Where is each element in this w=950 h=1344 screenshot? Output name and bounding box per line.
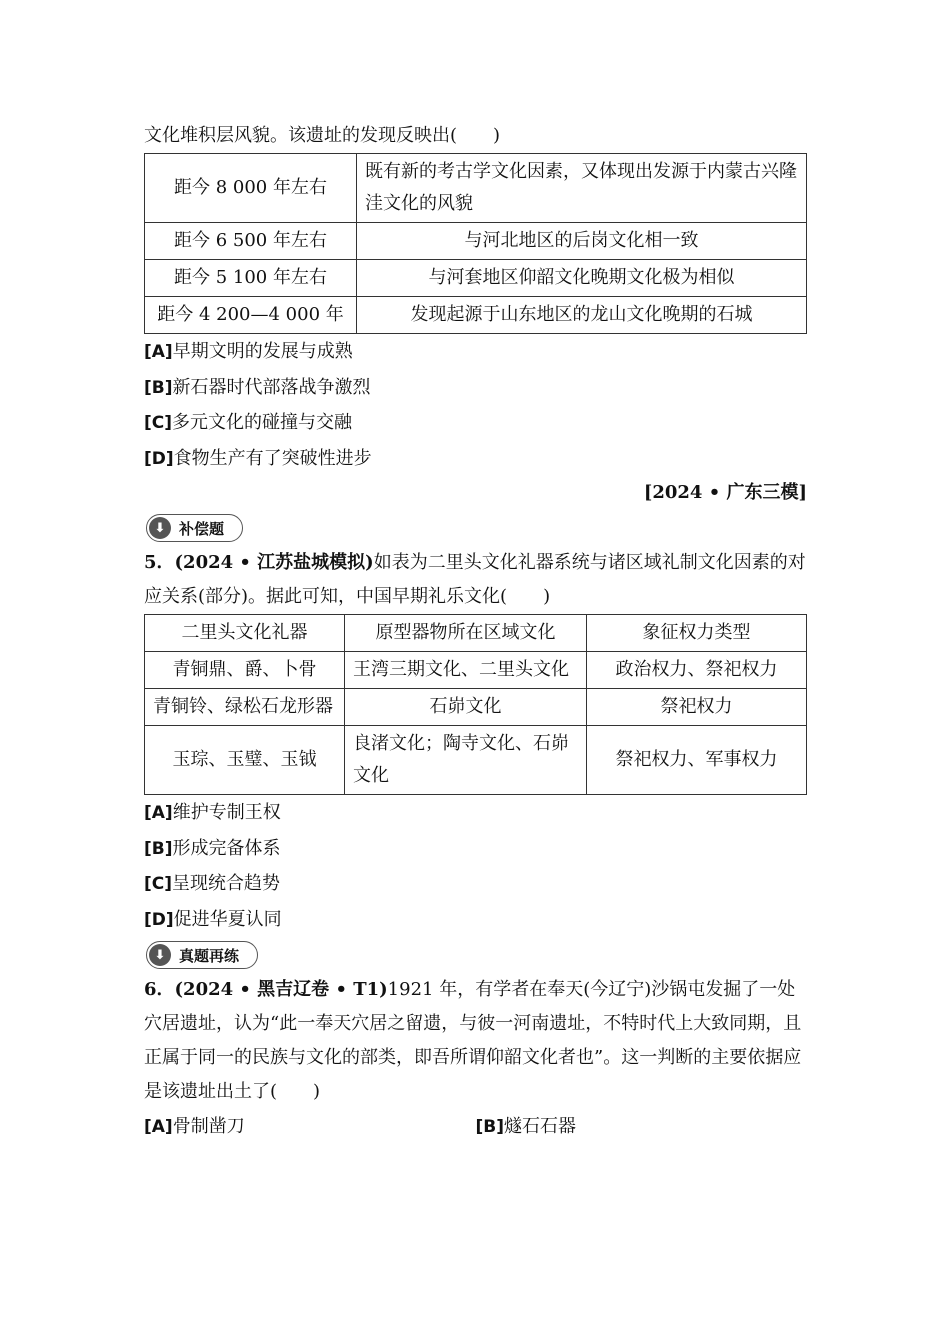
- option-text: 促进华夏认同: [173, 908, 282, 930]
- q6-option-a[interactable]: [144, 1109, 476, 1145]
- option-text: 新石器时代部落战争激烈: [172, 376, 371, 398]
- q5-option-b[interactable]: [144, 831, 807, 867]
- table-row: [145, 223, 807, 260]
- q4-desc: 与河套地区仰韶文化晚期文化极为相似: [357, 260, 807, 297]
- q5-cell: 祭祀权力: [587, 689, 807, 726]
- q4-option-d[interactable]: [144, 441, 807, 477]
- option-text: 燧石石器: [504, 1116, 576, 1137]
- q4-option-a[interactable]: [144, 334, 807, 370]
- q6-options-row: [144, 1109, 807, 1145]
- option-label: [C]: [144, 413, 173, 433]
- option-text: 食物生产有了突破性进步: [173, 447, 372, 469]
- option-label: [A]: [144, 342, 173, 362]
- q4-desc: 发现起源于山东地区的龙山文化晚期的石城: [357, 297, 807, 334]
- q6-stem: [144, 973, 807, 1109]
- q4-option-b[interactable]: [144, 370, 807, 406]
- q5-cell: 玉琮、玉璧、玉钺: [145, 726, 345, 795]
- option-label: [A]: [144, 803, 173, 823]
- table-row: [145, 726, 807, 795]
- option-label: [A]: [144, 1117, 173, 1137]
- q4-desc: 与河北地区的后岗文化相一致: [357, 223, 807, 260]
- option-text: 骨制凿刀: [172, 1116, 245, 1137]
- section-header-supplement: [146, 514, 243, 542]
- q4-period: 距今 5 100 年左右: [145, 260, 357, 297]
- table-row: [145, 297, 807, 334]
- q5-source: (2024 • 江苏盐城模拟): [174, 552, 374, 573]
- table-header-row: [145, 615, 807, 652]
- q5-cell: 王湾三期文化、二里头文化: [345, 652, 587, 689]
- option-label: [D]: [144, 909, 174, 930]
- q5-number: 5．: [144, 552, 175, 573]
- option-label: [B]: [144, 377, 173, 398]
- q5-header: 象征权力类型: [587, 615, 807, 652]
- q5-stem: [144, 546, 807, 614]
- option-text: 形成完备体系: [172, 837, 281, 859]
- q5-header: 原型器物所在区域文化: [345, 615, 587, 652]
- q5-cell: 政治权力、祭祀权力: [587, 652, 807, 689]
- table-row: [145, 689, 807, 726]
- q4-source: [2024 • 广东三模]: [643, 482, 807, 503]
- option-label: [C]: [144, 874, 173, 894]
- down-arrow-icon: ⬇: [149, 944, 171, 966]
- q4-period: 距今 6 500 年左右: [145, 223, 357, 260]
- section-title: 真题再练: [179, 946, 240, 965]
- q5-header: 二里头文化礼器: [145, 615, 345, 652]
- q5-table: [144, 614, 807, 795]
- q5-cell: 石峁文化: [345, 689, 587, 726]
- q4-table: [144, 153, 807, 334]
- table-row: [145, 652, 807, 689]
- down-arrow-icon: ⬇: [149, 517, 171, 539]
- option-text: 维护专制王权: [172, 802, 281, 823]
- section-header-real-exam: [146, 941, 258, 969]
- q5-option-c[interactable]: [144, 866, 807, 902]
- q4-stem-tail: 文化堆积层风貌。该遗址的发现反映出( ): [144, 125, 501, 146]
- option-text: 呈现统合趋势: [172, 873, 281, 894]
- page-content: [144, 118, 807, 1145]
- q4-option-c[interactable]: [144, 405, 807, 441]
- option-text: 多元文化的碰撞与交融: [172, 412, 353, 433]
- q5-cell: 青铜鼎、爵、卜骨: [145, 652, 345, 689]
- q4-desc: 既有新的考古学文化因素，又体现出发源于内蒙古兴隆洼文化的风貌: [357, 154, 807, 223]
- option-label: [D]: [144, 448, 174, 469]
- q5-stem-text: 如表为二里头文化礼器系统与诸区域礼制文化因素的对应关系(部分)。据此可知，中国早期礼乐文化( ): [144, 552, 806, 607]
- q4-period: 距今 8 000 年左右: [145, 154, 357, 223]
- q6-source: (2024 • 黑吉辽卷 • T1): [174, 979, 388, 1000]
- table-row: [145, 154, 807, 223]
- section-title: 补偿题: [179, 519, 225, 538]
- q5-option-a[interactable]: [144, 795, 807, 831]
- table-row: [145, 260, 807, 297]
- q6-stem-text: 1921 年，有学者在奉天(今辽宁)沙锅屯发掘了一处穴居遗址，认为“此一奉天穴居之留遗，与彼一河南遗址，不特时代上大致同期，且正属于同一的民族与文化的部类，即吾所谓仰韶文化者也”。这一判断的主要依据应是该遗址出土了( ): [144, 979, 802, 1102]
- q5-cell: 祭祀权力、军事权力: [587, 726, 807, 795]
- option-label: [B]: [144, 838, 173, 859]
- q4-period: 距今 4 200—4 000 年: [145, 297, 357, 334]
- q6-option-b[interactable]: [476, 1109, 808, 1145]
- q5-cell: 良渚文化；陶寺文化、石峁文化: [345, 726, 587, 795]
- option-text: 早期文明的发展与成熟: [172, 341, 353, 362]
- option-label: [B]: [475, 1117, 504, 1137]
- q5-cell: 青铜铃、绿松石龙形器: [145, 689, 345, 726]
- q5-option-d[interactable]: [144, 902, 807, 938]
- q6-number: 6．: [144, 979, 175, 1000]
